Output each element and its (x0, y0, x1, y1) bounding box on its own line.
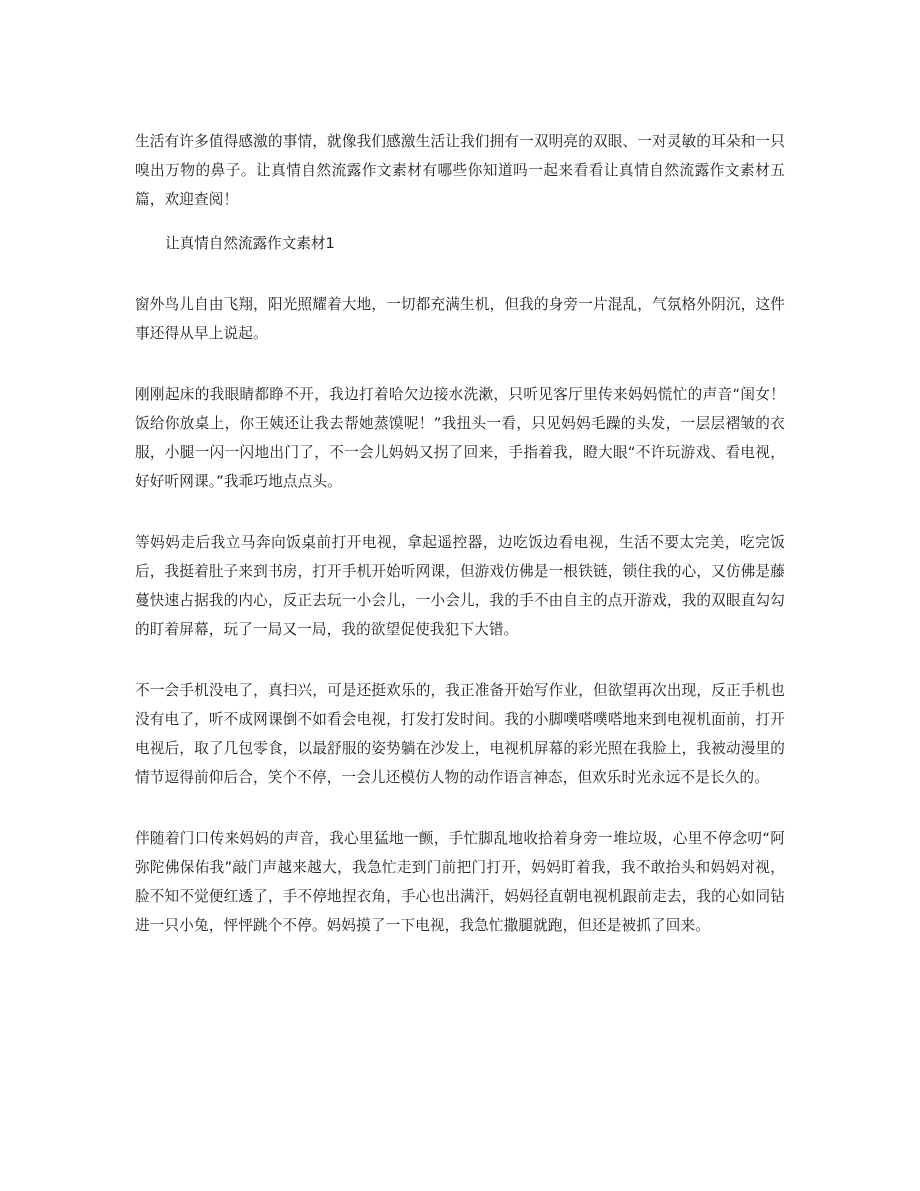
body-paragraph-3: 等妈妈走后我立马奔向饭桌前打开电视，拿起遥控器，边吃饭边看电视，生活不要太完美，吃完饭后，我挺着肚子来到书房，打开手机开始听网课，但游戏仿佛是一根铁链，锁住我的心，又仿佛是藤蔓快速占据我的内心，反正去玩一小会儿，一小会儿，我的手不由自主的点开游戏，我的双眼直勾勾的盯着屏幕，玩了一局又一局，我的欲望促使我犯下大错。 (135, 534, 785, 638)
body-paragraph-5: 伴随着门口传来妈妈的声音，我心里猛地一颤，手忙脚乱地收拾着身旁一堆垃圾，心里不停念叨“阿弥陀佛保佑我”敲门声越来越大，我急忙走到门前把门打开，妈妈盯着我，我不敢抬头和妈妈对视，脸不知不觉便红透了，手不停地捏衣角，手心也出满汗，妈妈径直朝电视机跟前走去，我的心如同钻进一只小兔，怦怦跳个不停。妈妈摸了一下电视，我急忙撒腿就跑，但还是被抓了回来。 (135, 830, 785, 934)
body-paragraph-2: 刚刚起床的我眼睛都睁不开，我边打着哈欠边接水洗漱，只听见客厅里传来妈妈慌忙的声音“闺女！饭给你放桌上，你王姨还让我去帮她蒸馍呢！”我扭头一看，只见妈妈毛躁的头发，一层层褶皱的衣服，小腿一闪一闪地出门了，不一会儿妈妈又拐了回来，手指着我，瞪大眼“不许玩游戏、看电视，好好听网课。”我乖巧地点点头。 (135, 386, 785, 490)
body-paragraph-4: 不一会手机没电了，真扫兴，可是还挺欢乐的，我正准备开始写作业，但欲望再次出现，反正手机也没有电了，听不成网课倒不如看会电视，打发打发时间。我的小脚噗嗒噗嗒地来到电视机面前，打开电视后，取了几包零食，以最舒服的姿势躺在沙发上，电视机屏幕的彩光照在我脸上，我被动漫里的情节逗得前仰后合，笑个不停，一会儿还模仿人物的动作语言神态，但欢乐时光永远不是长久的。 (135, 682, 785, 786)
document-body (135, 127, 785, 972)
section-heading: 让真情自然流露作文素材1 (165, 235, 335, 252)
intro-paragraph: 生活有许多值得感激的事情，就像我们感激生活让我们拥有一双明亮的双眼、一对灵敏的耳朵和一只嗅出万物的鼻子。让真情自然流露作文素材有哪些你知道吗一起来看看让真情自然流露作文素材五篇，欢迎查阅！ (135, 133, 785, 208)
body-paragraph-1: 窗外鸟儿自由飞翔，阳光照耀着大地，一切都充满生机，但我的身旁一片混乱，气氛格外阴沉，这件事还得从早上说起。 (135, 296, 785, 342)
